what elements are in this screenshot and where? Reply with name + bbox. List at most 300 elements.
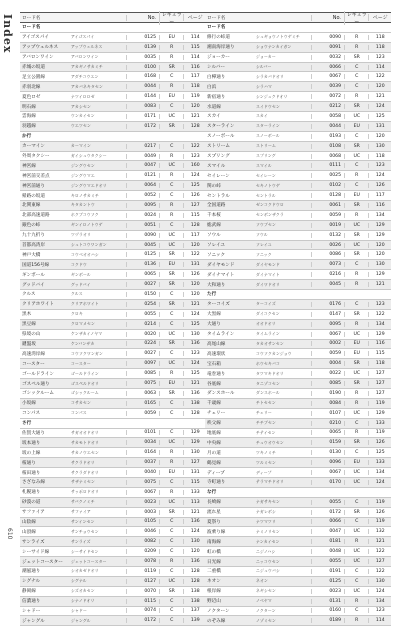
cell-number: 0023 xyxy=(126,500,159,505)
cell-number: 0119 xyxy=(126,569,159,574)
cell-reading: ソウブセン xyxy=(255,222,276,228)
cell-region: C xyxy=(344,134,368,139)
cell-number: 0121 xyxy=(126,173,159,178)
cell-number: 0052 xyxy=(126,193,159,198)
cell-region: R xyxy=(159,371,183,376)
cell-page: 139 xyxy=(183,618,206,623)
table-row xyxy=(20,92,206,102)
cell-page: 125 xyxy=(368,450,391,455)
cell-name: 県境の山 xyxy=(22,332,41,338)
cell-region: C xyxy=(344,579,368,584)
cell-page: 119 xyxy=(368,500,391,505)
cell-region: R xyxy=(344,430,368,435)
cell-page: 120 xyxy=(183,282,206,287)
section-row xyxy=(20,132,206,142)
cell-page: 128 xyxy=(183,223,206,228)
cell-number: 0085 xyxy=(126,371,159,376)
cell-name: た行 xyxy=(207,292,217,298)
cell-region: C xyxy=(159,608,183,613)
cell-number: 0214 xyxy=(126,322,159,327)
cell-page: 127 xyxy=(368,381,391,386)
cell-reading: シラハマ xyxy=(255,83,272,89)
cell-page: 119 xyxy=(183,94,206,99)
cell-page: 124 xyxy=(368,589,391,594)
cell-region: UC xyxy=(159,440,183,445)
cell-page: 115 xyxy=(183,45,206,50)
cell-page: 136 xyxy=(183,391,206,396)
cell-name: 高尾山線 xyxy=(207,341,226,347)
cell-page: 121 xyxy=(183,114,206,119)
cell-page: 115 xyxy=(183,480,206,485)
cell-number: 0045 xyxy=(311,282,344,287)
cell-region: SR xyxy=(159,252,183,257)
cell-page: 123 xyxy=(368,55,391,60)
cell-reading: スイドウセン xyxy=(255,103,280,109)
cell-region: R xyxy=(344,94,368,99)
cell-region: R xyxy=(344,45,368,50)
table-row xyxy=(20,389,206,399)
cell-number: 0172 xyxy=(126,124,159,129)
cell-name: スターライン xyxy=(207,124,235,130)
cell-number: 0217 xyxy=(126,144,159,149)
table-row xyxy=(20,280,206,290)
table-row xyxy=(205,429,391,439)
cell-number: 0003 xyxy=(126,510,159,515)
cell-page: 124 xyxy=(183,173,206,178)
cell-reading: ニジノハシ xyxy=(255,548,276,554)
cell-number: 0095 xyxy=(311,322,344,327)
table-row xyxy=(20,152,206,162)
cell-number: 0075 xyxy=(126,381,159,386)
cell-number: 0067 xyxy=(311,470,344,475)
cell-reading: セキノトウゲ xyxy=(255,182,280,188)
cell-region: C xyxy=(159,549,183,554)
cell-reading: タニゾコセン xyxy=(255,380,280,386)
cell-region: C xyxy=(344,500,368,505)
cell-page: 131 xyxy=(368,124,391,129)
cell-number: 0039 xyxy=(311,84,344,89)
cell-number: 0210 xyxy=(311,421,344,426)
cell-page: 136 xyxy=(183,519,206,524)
cell-number: 0035 xyxy=(126,55,159,60)
table-row xyxy=(20,112,206,122)
cell-name: 山陰線 xyxy=(22,519,36,525)
cell-region: UC xyxy=(344,154,368,159)
table-row xyxy=(205,112,391,122)
cell-page: 129 xyxy=(368,272,391,277)
table-row xyxy=(205,409,391,419)
cell-region: C xyxy=(159,74,183,79)
cell-reading: サクラドオリ xyxy=(70,459,95,465)
table-row xyxy=(20,607,206,617)
cell-name: サンライズ xyxy=(22,539,45,545)
cell-region: SR xyxy=(344,381,368,386)
cell-region: UC xyxy=(344,559,368,564)
cell-region: UC xyxy=(344,549,368,554)
cell-region: R xyxy=(159,559,183,564)
cell-reading: アイゴスパイ xyxy=(70,34,95,40)
cell-name: クリアホワイト xyxy=(22,302,55,308)
cell-page: 127 xyxy=(183,203,206,208)
table-row xyxy=(20,488,206,498)
cell-name: か行 xyxy=(22,134,32,140)
cell-name: 高速湾岸線 xyxy=(22,351,45,357)
cell-name: 高速環状 xyxy=(207,351,226,357)
cell-name: シルバー xyxy=(207,65,225,70)
cell-number: 0059 xyxy=(311,351,344,356)
cell-reading: ツヅラオリ xyxy=(70,232,91,238)
cell-name: ジェットコースター xyxy=(22,559,63,565)
cell-page: 137 xyxy=(183,608,206,613)
cell-region: C xyxy=(159,539,183,544)
cell-name: 月の道 xyxy=(207,450,221,456)
cell-region: SR xyxy=(159,124,183,129)
cell-name: ソウル xyxy=(207,233,221,239)
cell-reading: ソレイユ xyxy=(255,242,272,248)
table-row xyxy=(205,616,391,626)
cell-number: 0024 xyxy=(126,213,159,218)
table-row xyxy=(20,330,206,340)
cell-name: 南海線 xyxy=(207,539,221,545)
table-row xyxy=(205,330,391,340)
cell-region: EU xyxy=(159,35,183,40)
cell-name: 雲海線 xyxy=(22,114,36,120)
cell-reading: サクラダドオリ xyxy=(70,469,99,475)
cell-region: UC xyxy=(159,233,183,238)
cell-number: 0209 xyxy=(126,549,159,554)
cell-region: R xyxy=(159,55,183,60)
table-row xyxy=(205,557,391,567)
table-row xyxy=(20,122,206,132)
cell-page: 125 xyxy=(183,322,206,327)
cell-page: 130 xyxy=(368,262,391,267)
cell-name: 信濃通り xyxy=(22,599,41,605)
cell-region: C xyxy=(159,599,183,604)
cell-reading: ナンカイセン xyxy=(255,538,280,544)
cell-page: 131 xyxy=(183,470,206,475)
cell-reading: アップウェルネス xyxy=(70,44,103,50)
cell-number: 0045 xyxy=(126,243,159,248)
cell-reading: コウソクワンガン xyxy=(70,350,103,356)
cell-region: R xyxy=(344,599,368,604)
cell-name: 首都高湾岸 xyxy=(22,243,45,249)
cell-reading: タイムライン xyxy=(255,331,280,337)
cell-name: 足立公園線 xyxy=(22,74,45,80)
cell-number: 0063 xyxy=(126,391,159,396)
section-row xyxy=(205,290,391,300)
cell-number: 0065 xyxy=(311,430,344,435)
table-row xyxy=(20,468,206,478)
cell-number: 0096 xyxy=(311,460,344,465)
cell-region: R xyxy=(344,213,368,218)
cell-number: 0254 xyxy=(126,302,159,307)
cell-number: 0150 xyxy=(126,292,159,297)
cell-name: 鶴見線 xyxy=(207,460,221,466)
cell-name: セントラル xyxy=(207,193,230,199)
cell-region: C xyxy=(159,144,183,149)
cell-page: 138 xyxy=(183,589,206,594)
cell-reading: ネギシセン xyxy=(255,588,276,594)
cell-page: 133 xyxy=(368,421,391,426)
cell-name: 黒木 xyxy=(22,312,32,318)
cell-region: UC xyxy=(344,529,368,534)
cell-page: 129 xyxy=(368,223,391,228)
cell-number: 0049 xyxy=(126,154,159,159)
cell-page: 129 xyxy=(183,430,206,435)
table-row xyxy=(205,63,391,73)
cell-page: 129 xyxy=(368,233,391,238)
cell-region: C xyxy=(159,292,183,297)
cell-number: 0065 xyxy=(126,272,159,277)
cell-reading: スマイル xyxy=(255,162,272,168)
cell-page: 114 xyxy=(183,35,206,40)
table-row xyxy=(205,250,391,260)
cell-name: 帰路の坂道 xyxy=(22,193,45,199)
cell-page: 124 xyxy=(183,529,206,534)
header-region: レギュラー xyxy=(159,11,183,25)
cell-region: SR xyxy=(344,233,368,238)
table-rows xyxy=(205,23,391,626)
cell-number: 0048 xyxy=(311,549,344,554)
cell-region: UC xyxy=(344,411,368,416)
table-row xyxy=(20,211,206,221)
cell-name: 坂本通り xyxy=(22,440,41,446)
cell-page: 130 xyxy=(183,450,206,455)
table-row xyxy=(205,122,391,132)
cell-name: ネオン xyxy=(207,579,221,585)
table-row xyxy=(205,597,391,607)
header-page: ページ xyxy=(368,14,391,21)
cell-number: 0191 xyxy=(311,569,344,574)
cell-region: EU xyxy=(159,381,183,386)
cell-reading: ナガサキセン xyxy=(255,499,280,505)
cell-region: R xyxy=(344,173,368,178)
table-row xyxy=(205,498,391,508)
cell-reading: アカシセン xyxy=(70,103,91,109)
header-page: ページ xyxy=(183,14,206,21)
cell-page: 134 xyxy=(368,470,391,475)
cell-page: 120 xyxy=(368,134,391,139)
cell-region: C xyxy=(159,411,183,416)
cell-number: 0061 xyxy=(311,203,344,208)
cell-page: 122 xyxy=(368,74,391,79)
cell-reading: サンインセン xyxy=(70,518,95,524)
cell-region: EU xyxy=(159,262,183,267)
table-row xyxy=(205,33,391,43)
cell-page: 136 xyxy=(183,341,206,346)
table-row xyxy=(205,349,391,359)
cell-reading: ノクターン xyxy=(255,607,276,613)
cell-page: 124 xyxy=(368,173,391,178)
cell-page: 130 xyxy=(183,332,206,337)
cell-number: 0101 xyxy=(126,430,159,435)
cell-reading: ノベヤマ xyxy=(255,598,272,604)
cell-region: UC xyxy=(344,480,368,485)
table-row xyxy=(205,221,391,231)
cell-number: 0078 xyxy=(126,559,159,564)
cell-number: 0097 xyxy=(126,361,159,366)
cell-number: 0224 xyxy=(126,341,159,346)
cell-region: UC xyxy=(159,114,183,119)
cell-name: カーマイン xyxy=(22,144,45,150)
cell-name: 地底線 xyxy=(207,430,221,436)
cell-region: SR xyxy=(344,55,368,60)
cell-name: 北関東線 xyxy=(22,203,41,209)
cell-name: 二重橋 xyxy=(207,569,221,575)
table-row xyxy=(20,458,206,468)
cell-number: 0047 xyxy=(311,529,344,534)
table-row xyxy=(205,458,391,468)
cell-name: 大和通り xyxy=(207,282,226,288)
table-row xyxy=(20,300,206,310)
cell-number: 0075 xyxy=(126,480,159,485)
cell-name: 白樺通り xyxy=(207,74,226,80)
cell-name: シャドー xyxy=(22,608,41,614)
cell-reading: チェリー xyxy=(255,410,272,416)
cell-number: 0064 xyxy=(126,183,159,188)
cell-page: 124 xyxy=(368,104,391,109)
cell-region: C xyxy=(159,351,183,356)
cell-reading: ストリーム xyxy=(255,143,276,149)
table-row xyxy=(20,616,206,626)
table-header xyxy=(20,12,206,23)
cell-page: 134 xyxy=(368,322,391,327)
cell-number: 0100 xyxy=(126,65,159,70)
cell-region: R xyxy=(344,618,368,623)
cell-reading: ホクブコウソク xyxy=(70,212,99,218)
cell-name: 山頂線 xyxy=(22,529,36,535)
cell-number: 0058 xyxy=(311,114,344,119)
table-row xyxy=(20,557,206,567)
cell-name: のぞみ線 xyxy=(207,618,226,624)
table-row xyxy=(205,152,391,162)
cell-name: アイゴスパイ xyxy=(22,35,49,41)
table-row xyxy=(20,82,206,92)
table-row xyxy=(205,508,391,518)
cell-number: 0020 xyxy=(126,332,159,337)
cell-number: 0004 xyxy=(311,361,344,366)
cell-page: 128 xyxy=(183,579,206,584)
cell-region: C xyxy=(159,430,183,435)
cell-region: C xyxy=(159,183,183,188)
table-row xyxy=(20,577,206,587)
cell-reading: タカオサンセン xyxy=(255,340,284,346)
cell-name: 神宮前通り xyxy=(22,183,45,189)
table-row xyxy=(20,478,206,488)
cell-number: 0067 xyxy=(311,332,344,337)
cell-region: EU xyxy=(159,94,183,99)
cell-number: 0073 xyxy=(311,262,344,267)
table-row xyxy=(20,527,206,537)
cell-reading: グッドバイ xyxy=(70,281,91,287)
cell-page: 120 xyxy=(183,292,206,297)
cell-region: UC xyxy=(344,470,368,475)
table-row xyxy=(20,320,206,330)
cell-reading: アカギノサカミチ xyxy=(70,64,103,69)
table-row xyxy=(20,63,206,73)
cell-page: 122 xyxy=(183,252,206,257)
cell-reading: ナミノリセン xyxy=(255,528,280,534)
cell-reading: チトセセン xyxy=(255,400,276,406)
cell-number: 0091 xyxy=(311,45,344,50)
cell-reading: ギンイロノトウゲ xyxy=(70,222,103,228)
cell-region: C xyxy=(159,193,183,198)
table-row xyxy=(205,310,391,320)
cell-region: SR xyxy=(344,510,368,515)
cell-reading: ナツイロロゼ xyxy=(70,93,95,99)
cell-reading: スノーボール xyxy=(255,133,280,139)
cell-region: R xyxy=(344,539,368,544)
cell-page: 122 xyxy=(368,549,391,554)
cell-name: ジャングル xyxy=(22,618,45,624)
cell-name: 外周タクシー xyxy=(22,154,50,160)
cell-region: EU xyxy=(344,460,368,465)
cell-region: C xyxy=(159,480,183,485)
cell-number: 0025 xyxy=(311,173,344,178)
cell-name: サファイア xyxy=(22,510,45,516)
cell-reading: シナノドオリ xyxy=(70,598,95,604)
cell-name: スマイル xyxy=(207,163,226,169)
table-row xyxy=(205,280,391,290)
table-row xyxy=(205,92,391,102)
table-row xyxy=(20,399,206,409)
table-row xyxy=(20,597,206,607)
cell-page: 123 xyxy=(368,608,391,613)
cell-number: 0082 xyxy=(126,539,159,544)
cell-region: C xyxy=(159,223,183,228)
cell-region: SR xyxy=(344,361,368,366)
table-row xyxy=(20,72,206,82)
cell-name: シーサイド線 xyxy=(22,549,50,555)
table-row xyxy=(20,231,206,241)
table-row xyxy=(20,349,206,359)
cell-number: 0176 xyxy=(311,302,344,307)
cell-name: 九十九折り xyxy=(22,233,45,239)
cell-number: 0002 xyxy=(311,341,344,346)
cell-page: 116 xyxy=(368,341,391,346)
cell-number: 0083 xyxy=(126,104,159,109)
cell-reading: コースター xyxy=(70,360,91,366)
table-row xyxy=(205,399,391,409)
cell-reading: アダチコウエン xyxy=(70,73,99,79)
cell-name: グッドバイ xyxy=(22,282,45,288)
cell-number: 0086 xyxy=(311,252,344,257)
cell-region: SR xyxy=(344,312,368,317)
cell-region: SR xyxy=(344,440,368,445)
cell-reading: クリアホワイト xyxy=(70,301,99,307)
cell-name: 砂漠の道 xyxy=(22,500,41,506)
cell-page: 120 xyxy=(368,84,391,89)
cell-page: 116 xyxy=(368,203,391,208)
cell-number: 0047 xyxy=(126,163,159,168)
cell-region: C xyxy=(159,618,183,623)
cell-number: 0127 xyxy=(126,579,159,584)
cell-name: 千本桜 xyxy=(207,213,221,219)
cell-name: 湘南海岸通り xyxy=(207,45,235,51)
cell-reading: コサカセン xyxy=(70,400,91,406)
cell-reading: アカバネキタセン xyxy=(70,83,103,89)
cell-region: C xyxy=(344,74,368,79)
table-row xyxy=(20,518,206,528)
cell-region: UC xyxy=(344,243,368,248)
cell-page: 118 xyxy=(368,154,391,159)
table-row xyxy=(205,587,391,597)
cell-reading: ゴシックルーム xyxy=(70,390,99,396)
table-row xyxy=(20,142,206,152)
cell-number: 0084 xyxy=(311,401,344,406)
cell-number: 0067 xyxy=(311,74,344,79)
cell-name: 修行の峠道 xyxy=(207,35,230,41)
